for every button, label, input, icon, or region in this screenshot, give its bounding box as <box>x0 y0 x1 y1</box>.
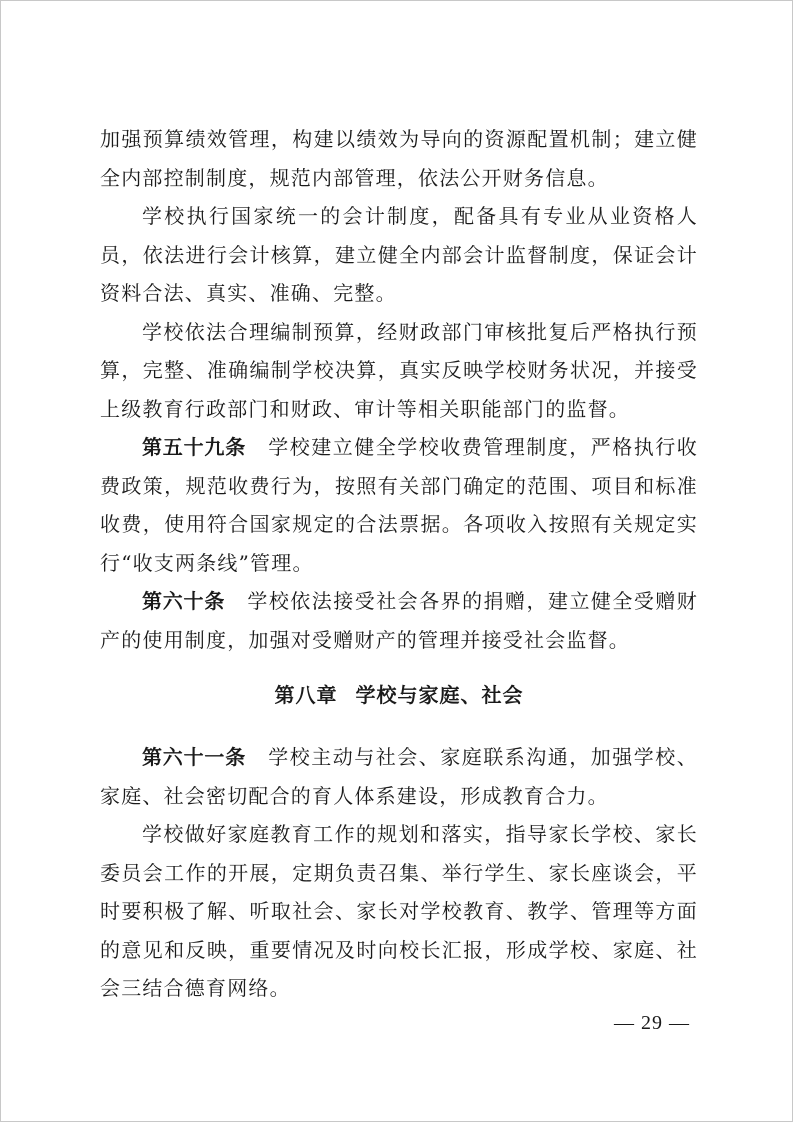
page-number: — 29 — <box>614 1012 690 1034</box>
article-59-number: 第五十九条 <box>142 435 246 459</box>
article-61 <box>100 738 698 815</box>
paragraph-accounting-system: 学校执行国家统一的会计制度，配备具有专业从业资格人员，依法进行会计核算，建立健全内部会计监督制度，保证会计资料合法、真实、准确、完整。 <box>100 204 698 305</box>
article-60 <box>100 582 698 659</box>
chapter-heading <box>100 676 698 714</box>
article-60-text: 学校依法接受社会各界的捐赠，建立健全受赠财产的使用制度，加强对受赠财产的管理并接受社会监督。 <box>100 589 699 652</box>
paragraph-family-education: 学校做好家庭教育工作的规划和落实，指导家长学校、家长委员会工作的开展，定期负责召集、举行学生、家长座谈会，平时要积极了解、听取社会、家长对学校教育、教学、管理等方面的意见和反映，重要情况及时向校长汇报，形成学校、家庭、社会三结合德育网络。 <box>100 822 698 1000</box>
article-60-number: 第六十条 <box>142 589 226 613</box>
page-body <box>100 120 698 1008</box>
paragraph-budget-performance: 加强预算绩效管理，构建以绩效为导向的资源配置机制；建立健全内部控制制度，规范内部管理，依法公开财务信息。 <box>100 127 698 190</box>
chapter-number: 第八章 <box>274 683 338 707</box>
article-59 <box>100 428 698 582</box>
article-59-text: 学校建立健全学校收费管理制度，严格执行收费政策，规范收费行为，按照有关部门确定的范围、项目和标准收费，使用符合国家规定的合法票据。各项收入按照有关规定实行“收支两条线”管理。 <box>100 435 698 575</box>
paragraph-budget-compilation: 学校依法合理编制预算，经财政部门审核批复后严格执行预算，完整、准确编制学校决算，真实反映学校财务状况，并接受上级教育行政部门和财政、审计等相关职能部门的监督。 <box>100 319 698 421</box>
article-61-text: 学校主动与社会、家庭联系沟通，加强学校、家庭、社会密切配合的育人体系建设，形成教育合力。 <box>100 745 698 808</box>
chapter-title: 学校与家庭、社会 <box>355 683 524 707</box>
article-61-number: 第六十一条 <box>142 745 246 769</box>
